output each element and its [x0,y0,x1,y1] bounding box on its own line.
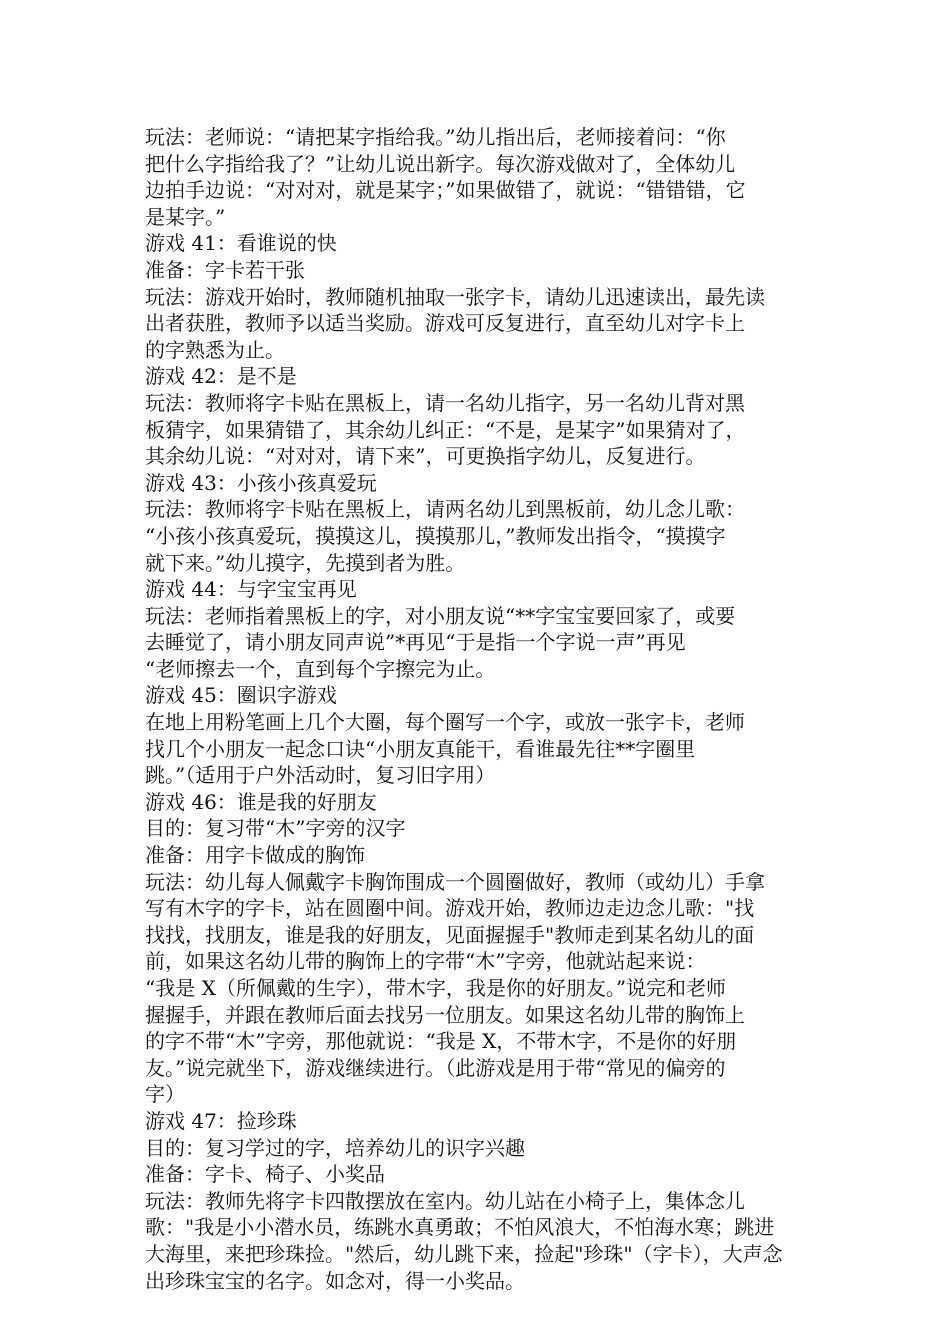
game-heading: 游戏 44：与字宝宝再见 [145,577,357,602]
text-line: 的字不带“木”字旁，那他就说：“我是 X，不带木字，不是你的好朋 [145,1029,737,1054]
text-line: 玩法：教师将字卡贴在黑板上，请一名幼儿指字，另一名幼儿背对黑 [145,390,745,415]
text-line: 边拍手边说：“对对对，就是某字；”如果做错了，就说：“错错错，它 [145,178,746,203]
text-line: 出珍珠宝宝的名字。如念对，得一小奖品。 [145,1268,525,1293]
text-line: 把什么字指给我了？”让幼儿说出新字。每次游戏做对了，全体幼儿 [145,151,736,176]
text-line: 玩法：游戏开始时，教师随机抽取一张字卡，请幼儿迅速读出，最先读 [145,284,765,309]
text-line: 在地上用粉笔画上几个大圈，每个圈写一个字，或放一张字卡，老师 [145,710,745,735]
text-line: 玩法：幼儿每人佩戴字卡胸饰围成一个圆圈做好，教师（或幼儿）手拿 [145,869,765,894]
game-heading: 游戏 46：谁是我的好朋友 [145,789,377,814]
game-heading: 游戏 47：捡珍珠 [145,1108,297,1133]
text-line: 前，如果这名幼儿带的胸饰上的字带“木”字旁，他就站起来说： [145,949,706,974]
document-body [145,124,813,1294]
text-line: 出者获胜，教师予以适当奖励。游戏可反复进行，直至幼儿对字卡上 [145,311,745,336]
text-line: 准备：字卡、椅子、小奖品 [145,1162,385,1187]
text-line: 写有木字的字卡，站在圆圈中间。游戏开始，教师边走边念儿歌："找 [145,896,755,921]
game-heading: 游戏 43：小孩小孩真爱玩 [145,470,377,495]
text-line: 歌："我是小小潜水员，练跳水真勇敢；不怕风浪大，不怕海水寒；跳进 [145,1215,775,1240]
text-line: 找找，找朋友，谁是我的好朋友，见面握握手"教师走到某名幼儿的面 [145,922,755,947]
text-line: 握握手，并跟在教师后面去找另一位朋友。如果这名幼儿带的胸饰上 [145,1002,745,1027]
text-line: 目的：复习学过的字，培养幼儿的识字兴趣 [145,1135,525,1160]
text-line: “我是 X（所佩戴的生字），带木字，我是你的好朋友。”说完和老师 [145,976,727,1000]
text-line: 目的：复习带“木”字旁的汉字 [145,816,406,841]
text-line: 其余幼儿说：“对对对，请下来”，可更换指字幼儿，反复进行。 [145,444,706,469]
game-heading: 游戏 41：看谁说的快 [145,231,337,256]
text-line: 的字熟悉为止。 [145,337,285,362]
text-line: 友。”说完就坐下，游戏继续进行。（此游戏是用于带“常见的偏旁的 [145,1055,726,1080]
text-line: 是某字。” [145,204,226,229]
text-line: 准备：字卡若干张 [145,257,305,282]
game-heading: 游戏 45：圈识字游戏 [145,683,337,708]
text-line: 准备：用字卡做成的胸饰 [145,843,365,868]
text-line: 板猜字，如果猜错了，其余幼儿纠正：“不是，是某字”如果猜对了， [145,417,746,442]
text-line: 就下来。”幼儿摸字，先摸到者为胜。 [145,550,466,575]
text-line: 去睡觉了，请小朋友同声说”*再见“于是指一个字说一声”再见 [145,630,686,655]
text-line: 找几个小朋友一起念口诀“小朋友真能干，看谁最先往**字圈里 [145,736,696,761]
text-line: 跳。”（适用于户外活动时，复习旧字用） [145,763,496,788]
text-line: “老师擦去一个，直到每个字擦完为止。 [145,656,496,681]
game-heading: 游戏 42：是不是 [145,364,297,389]
text-line: “小孩小孩真爱玩，摸摸这儿，摸摸那儿，”教师发出指令，“摸摸字 [145,523,726,548]
text-line: 玩法：老师说：“请把某字指给我。”幼儿指出后，老师接着问：“你 [145,125,726,149]
text-line: 玩法：老师指着黑板上的字，对小朋友说“**字宝宝要回家了，或要 [145,603,736,628]
text-line: 玩法：教师先将字卡四散摆放在室内。幼儿站在小椅子上，集体念儿 [145,1188,745,1213]
text-line: 玩法：教师将字卡贴在黑板上，请两名幼儿到黑板前，幼儿念儿歌： [145,497,745,522]
text-line: 字） [145,1082,185,1107]
text-line: 大海里，来把珍珠捡。"然后，幼儿跳下来，捡起"珍珠"（字卡），大声念 [145,1241,783,1266]
